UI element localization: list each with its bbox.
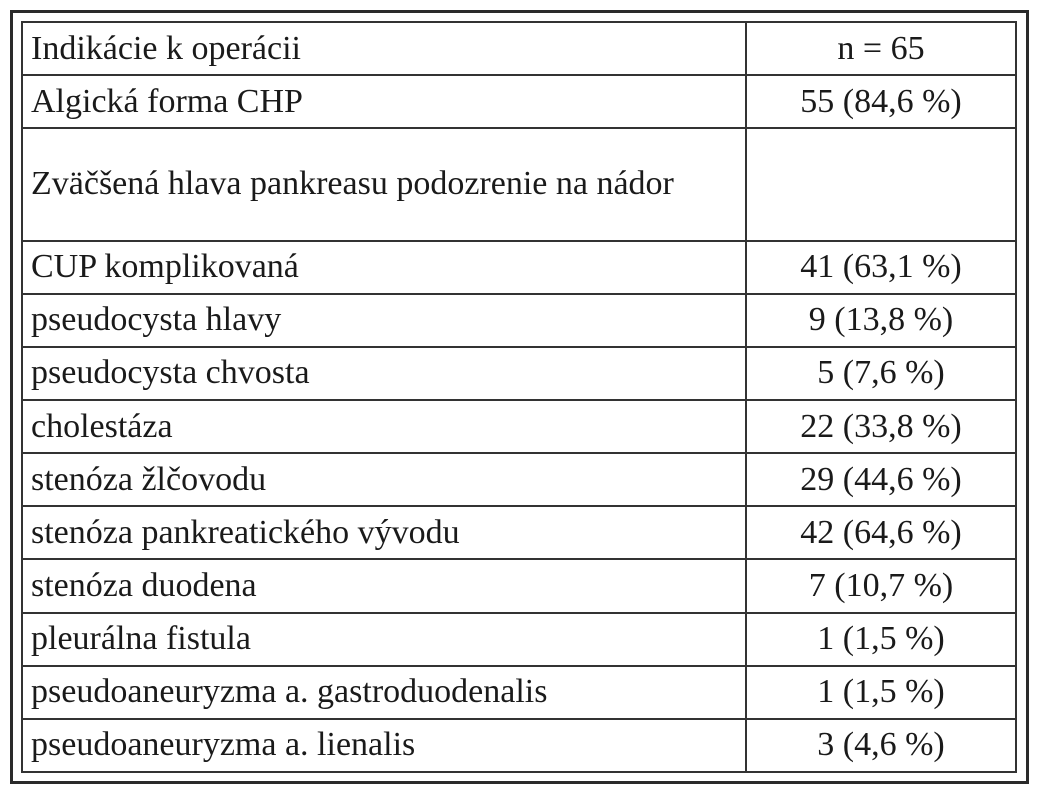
header-label-cell: Indikácie k operácii bbox=[22, 22, 746, 75]
row-value-cell: 1 (1,5 %) bbox=[746, 666, 1016, 719]
row-value-cell: 1 (1,5 %) bbox=[746, 613, 1016, 666]
table-row bbox=[22, 506, 1016, 559]
row-label-cell: cholestáza bbox=[22, 400, 746, 453]
row-value-cell bbox=[746, 128, 1016, 240]
row-value-cell: 3 (4,6 %) bbox=[746, 719, 1016, 772]
table-row bbox=[22, 666, 1016, 719]
row-label-cell: stenóza pankreatického vývodu bbox=[22, 506, 746, 559]
table-row bbox=[22, 559, 1016, 612]
row-value-cell: 5 (7,6 %) bbox=[746, 347, 1016, 400]
row-value-cell: 55 (84,6 %) bbox=[746, 75, 1016, 128]
row-label-cell: stenóza duodena bbox=[22, 559, 746, 612]
row-label-cell: pleurálna fistula bbox=[22, 613, 746, 666]
table-row bbox=[22, 453, 1016, 506]
table-row bbox=[22, 128, 1016, 240]
row-label-cell: pseudocysta hlavy bbox=[22, 294, 746, 347]
row-value-cell: 9 (13,8 %) bbox=[746, 294, 1016, 347]
table-row bbox=[22, 294, 1016, 347]
table-row bbox=[22, 400, 1016, 453]
row-label-cell: pseudoaneuryzma a. gastroduodenalis bbox=[22, 666, 746, 719]
table-row bbox=[22, 347, 1016, 400]
row-value-cell: 22 (33,8 %) bbox=[746, 400, 1016, 453]
row-label-cell: Algická forma CHP bbox=[22, 75, 746, 128]
row-value-cell: 7 (10,7 %) bbox=[746, 559, 1016, 612]
row-value-cell: 29 (44,6 %) bbox=[746, 453, 1016, 506]
row-value-cell: 42 (64,6 %) bbox=[746, 506, 1016, 559]
table-row bbox=[22, 719, 1016, 772]
table-row bbox=[22, 75, 1016, 128]
row-value-cell: 41 (63,1 %) bbox=[746, 241, 1016, 294]
row-label-cell: pseudoaneuryzma a. lienalis bbox=[22, 719, 746, 772]
header-value-cell: n = 65 bbox=[746, 22, 1016, 75]
row-label-cell: CUP komplikovaná bbox=[22, 241, 746, 294]
table-row bbox=[22, 241, 1016, 294]
indications-table bbox=[21, 21, 1017, 773]
table-header-row bbox=[22, 22, 1016, 75]
row-label-cell: pseudocysta chvosta bbox=[22, 347, 746, 400]
row-label-cell: Zväčšená hlava pankreasu podozrenie na nádor bbox=[22, 128, 746, 240]
row-label-cell: stenóza žlčovodu bbox=[22, 453, 746, 506]
table-row bbox=[22, 613, 1016, 666]
